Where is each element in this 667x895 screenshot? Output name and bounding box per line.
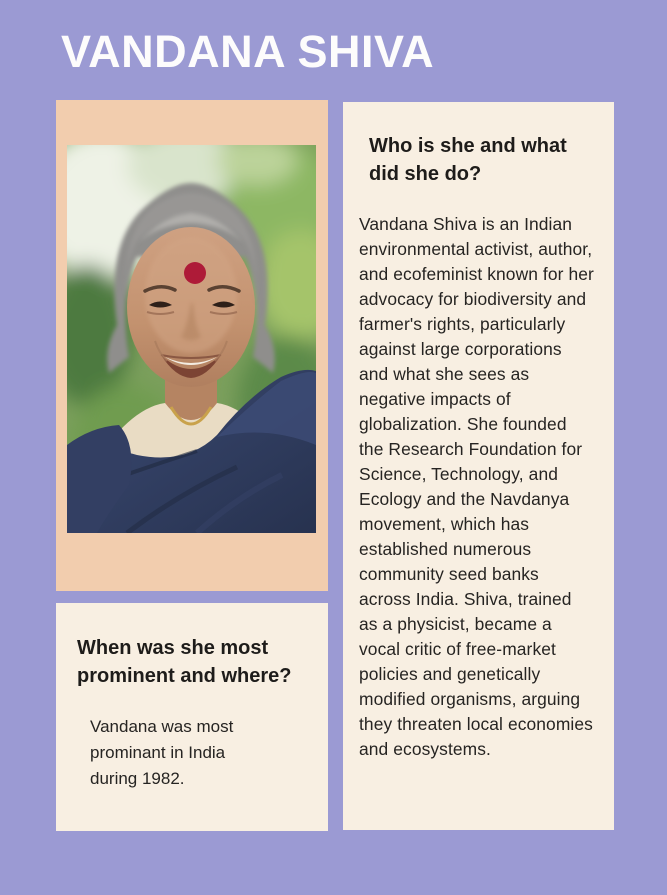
who-card — [343, 102, 614, 830]
portrait-frame — [67, 145, 316, 533]
who-card-body: Vandana Shiva is an Indian environmental activist, author, and ecofeminist known for her advocacy for biodiversity and farmer's rights, particularly against large corporations and what she sees as negative impacts of globalization. She founded the Research Foundation for Science, Technology, and Ecology and the Navdanya movement, which has established numerous community seed banks across India. Shiva, trained as a physicist, became a vocal critic of free-market policies and genetically modified organisms, arguing they threaten local economies and ecosystems. — [359, 214, 594, 759]
when-card — [56, 603, 328, 831]
portrait-image — [67, 145, 316, 533]
page-title: VANDANA SHIVA — [61, 26, 435, 77]
photo-card — [56, 100, 328, 591]
when-card-body: Vandana was most prominant in India during 1982. — [90, 717, 234, 788]
who-card-heading: Who is she and what did she do? — [369, 135, 567, 185]
when-card-heading: When was she most prominent and where? — [77, 637, 292, 687]
